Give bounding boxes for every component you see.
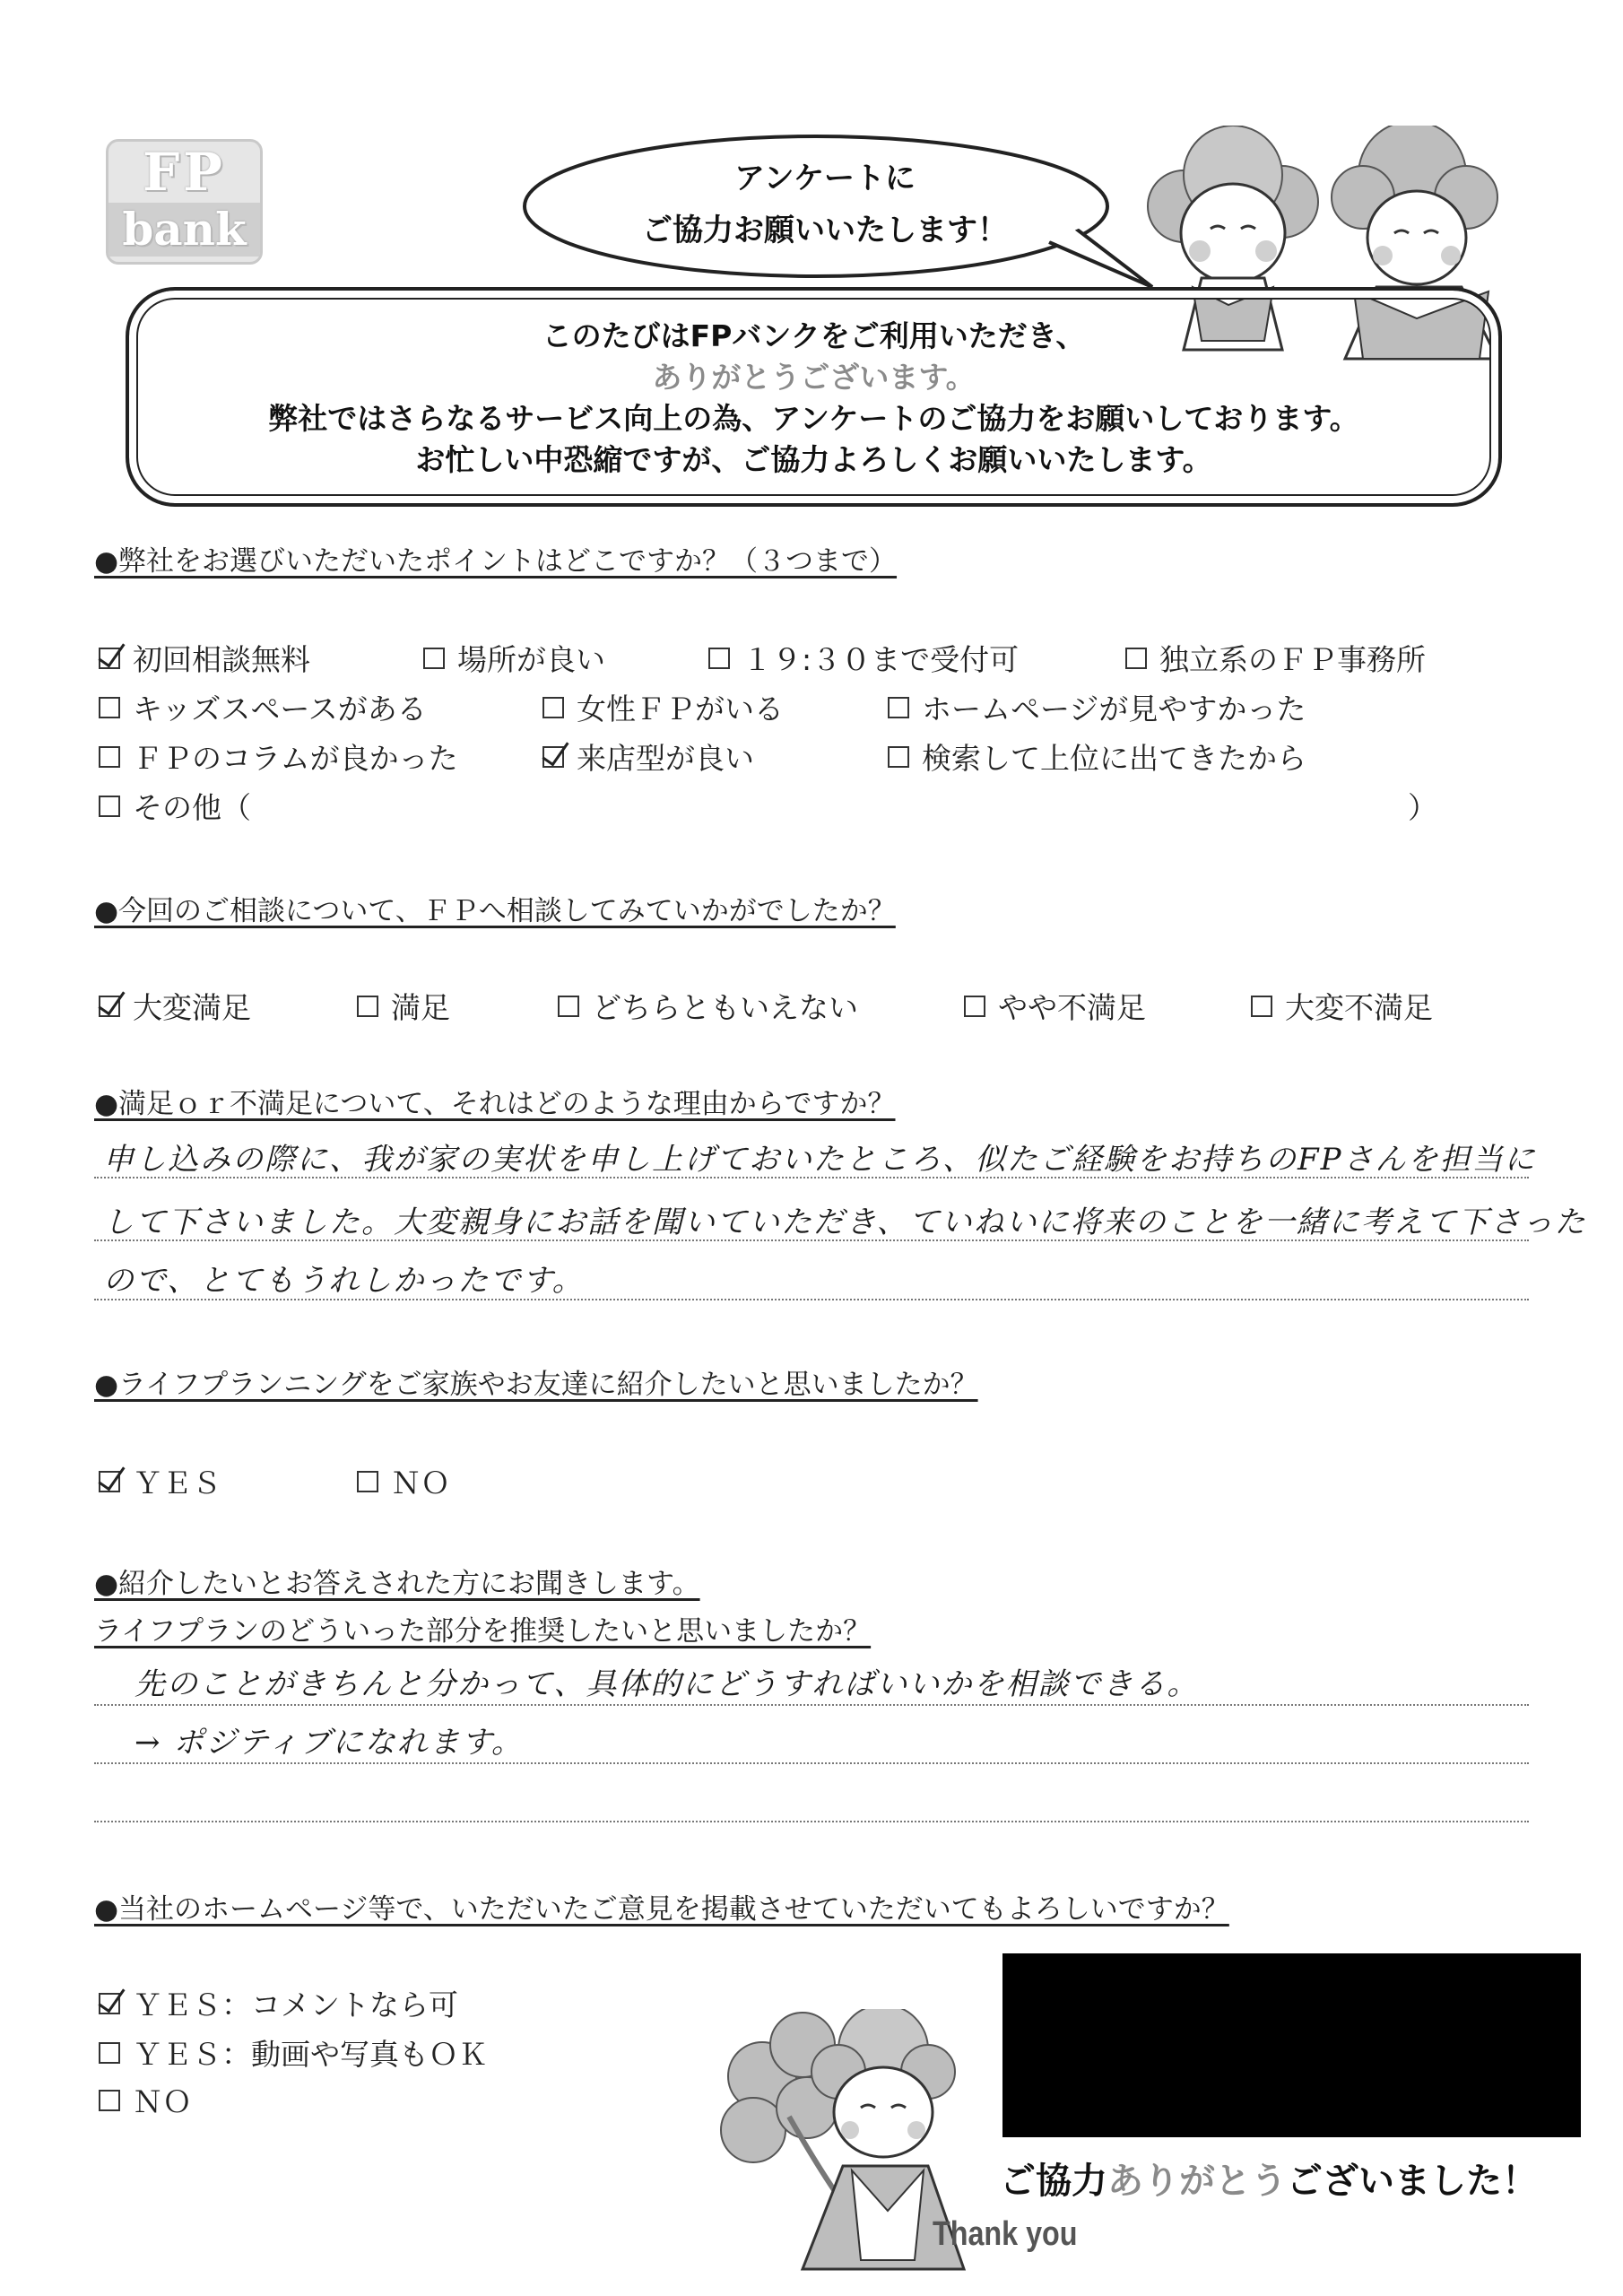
checkbox[interactable] bbox=[99, 2042, 120, 2064]
thank-you-text: Thank you bbox=[933, 2215, 1078, 2253]
intro-line4: お忙しい中恐縮ですが、ご協力よろしくお願いいたします。 bbox=[415, 442, 1212, 477]
q1-option-visit-store[interactable] bbox=[542, 735, 754, 778]
checkbox[interactable] bbox=[542, 697, 564, 718]
q3-answer-line2[interactable]: して下さいました。大変親身にお話を聞いていただき、ていねいに将来のことを一緒に考えて下さった bbox=[103, 1205, 1587, 1240]
checkbox[interactable] bbox=[357, 996, 378, 1017]
checkbox[interactable] bbox=[99, 796, 120, 817]
bubble-line1: アンケートに bbox=[734, 161, 916, 196]
answer-dotted-line bbox=[94, 1299, 1529, 1300]
checkbox[interactable] bbox=[964, 996, 985, 1017]
intro-line2: ありがとうございます。 bbox=[652, 360, 976, 395]
q2-option-very-dissatisfied[interactable] bbox=[1251, 985, 1433, 1027]
q2-option-neutral[interactable] bbox=[558, 985, 858, 1027]
option-label: その他（ bbox=[133, 790, 251, 825]
q1-option-open-late[interactable] bbox=[708, 637, 1019, 679]
option-label: やや不満足 bbox=[998, 990, 1146, 1025]
thanks-part2: ありがとう bbox=[1107, 2161, 1287, 2202]
option-label: 場所が良い bbox=[457, 642, 605, 677]
option-label: ＹＥＳ：動画や写真もＯＫ bbox=[133, 2037, 488, 2072]
option-label: ＮＯ bbox=[391, 1465, 450, 1500]
option-label: 大変満足 bbox=[133, 990, 251, 1025]
question-satisfaction: ●今回のご相談について、ＦＰへ相談してみていかがでしたか？ bbox=[94, 895, 896, 927]
option-label: ＹＥＳ bbox=[133, 1465, 221, 1500]
checkbox[interactable] bbox=[99, 2090, 120, 2111]
bubble-text bbox=[538, 152, 1112, 257]
checkbox-checked[interactable] bbox=[99, 1471, 120, 1492]
q1-option-website[interactable] bbox=[888, 686, 1306, 728]
q4-option-no[interactable] bbox=[357, 1460, 450, 1502]
checkbox[interactable] bbox=[423, 648, 445, 669]
option-label: 満足 bbox=[391, 990, 450, 1025]
answer-dotted-line bbox=[94, 1762, 1529, 1764]
checkbox-checked[interactable] bbox=[542, 746, 564, 768]
option-label: １９:３０まで受付可 bbox=[742, 642, 1020, 677]
q6-option-no[interactable] bbox=[99, 2079, 192, 2121]
q2-option-very-satisfied[interactable] bbox=[99, 985, 251, 1027]
checkbox[interactable] bbox=[888, 746, 909, 768]
option-label: 来店型が良い bbox=[577, 741, 754, 776]
checkbox-checked[interactable] bbox=[99, 648, 120, 669]
answer-dotted-line bbox=[94, 1177, 1529, 1178]
q3-answer-line1[interactable]: 申し込みの際に、我が家の実状を申し上げておいたところ、似たご経験をお持ちのFPさんを担当に bbox=[103, 1142, 1537, 1178]
option-label: 検索して上位に出てきたから bbox=[922, 741, 1306, 776]
answer-dotted-line bbox=[94, 1821, 1529, 1822]
q1-other-close-paren: ） bbox=[1408, 790, 1437, 825]
answer-dotted-line bbox=[94, 1704, 1529, 1706]
option-label: どちらともいえない bbox=[592, 990, 858, 1025]
option-label: キッズスペースがある bbox=[133, 691, 427, 726]
question-selection-reasons: ●弊社をお選びいただいたポイントはどこですか？（３つまで） bbox=[94, 545, 898, 578]
question-referral-intro: ●紹介したいとお答えされた方にお聞きします。 bbox=[94, 1568, 700, 1600]
question-reason: ●満足ｏｒ不満足について、それはどのような理由からですか？ bbox=[94, 1088, 896, 1120]
checkbox[interactable] bbox=[99, 697, 120, 718]
checkbox[interactable] bbox=[1125, 648, 1147, 669]
logo-line2: bank bbox=[108, 203, 260, 257]
q1-option-independent-fp[interactable] bbox=[1125, 637, 1426, 679]
checkbox[interactable] bbox=[888, 697, 909, 718]
option-label: ＦＰのコラムが良かった bbox=[133, 741, 458, 776]
logo-line1: FP bbox=[143, 142, 226, 203]
q6-option-video-photo-ok[interactable] bbox=[99, 2031, 488, 2074]
intro-line3: 弊社ではさらなるサービス向上の為、アンケートのご協力をお願いしております。 bbox=[268, 401, 1359, 436]
checkbox[interactable] bbox=[558, 996, 579, 1017]
q1-option-other[interactable] bbox=[99, 785, 251, 827]
intro-line1: このたびはFPバンクをご利用いただき、 bbox=[542, 318, 1086, 353]
q1-option-kids-space[interactable] bbox=[99, 686, 427, 728]
q2-option-somewhat-dissatisfied[interactable] bbox=[964, 985, 1146, 1027]
intro-text bbox=[126, 316, 1502, 481]
checkbox[interactable] bbox=[99, 746, 120, 768]
q1-option-good-location[interactable] bbox=[423, 637, 605, 679]
q3-answer-line3[interactable]: ので、とてもうれしかったです。 bbox=[103, 1263, 585, 1299]
option-label: 大変不満足 bbox=[1285, 990, 1433, 1025]
q1-option-female-fp[interactable] bbox=[542, 686, 784, 728]
q5-answer-line2[interactable]: → ポジティブになれます。 bbox=[135, 1725, 524, 1761]
option-label: ＮＯ bbox=[133, 2084, 192, 2119]
thanks-message bbox=[1000, 2152, 1538, 2204]
q1-option-fp-column[interactable] bbox=[99, 735, 458, 778]
q2-option-satisfied[interactable] bbox=[357, 985, 450, 1027]
q6-option-comment-ok[interactable] bbox=[99, 1982, 458, 2024]
bubble-line2: ご協力お願いいたします！ bbox=[642, 213, 1008, 248]
option-label: 女性ＦＰがいる bbox=[577, 691, 784, 726]
option-label: ホームページが見やすかった bbox=[922, 691, 1306, 726]
thanks-part1: ご協力 bbox=[1000, 2161, 1107, 2202]
checkbox[interactable] bbox=[708, 648, 730, 669]
option-label: 初回相談無料 bbox=[133, 642, 310, 677]
thanks-part3: ございました！ bbox=[1287, 2161, 1538, 2202]
question-recommend-part: ライフプランのどういった部分を推奨したいと思いましたか？ bbox=[94, 1615, 872, 1648]
q1-option-search-rank[interactable] bbox=[888, 735, 1306, 778]
question-recommend: ●ライフプランニングをご家族やお友達に紹介したいと思いましたか？ bbox=[94, 1369, 978, 1401]
option-label: 独立系のＦＰ事務所 bbox=[1159, 642, 1426, 677]
checkbox[interactable] bbox=[357, 1471, 378, 1492]
option-label: ＹＥＳ：コメントなら可 bbox=[133, 1987, 458, 2022]
answer-dotted-line bbox=[94, 1239, 1529, 1241]
fp-bank-logo bbox=[106, 139, 263, 265]
question-publish-permission: ●当社のホームページ等で、いただいたご意見を掲載させていただいてもよろしいですか？ bbox=[94, 1893, 1229, 1926]
redacted-area bbox=[1002, 1953, 1581, 2137]
q4-option-yes[interactable] bbox=[99, 1460, 221, 1502]
checkbox[interactable] bbox=[1251, 996, 1272, 1017]
checkbox-checked[interactable] bbox=[99, 996, 120, 1017]
q5-answer-line1[interactable]: 先のことがきちんと分かって、具体的にどうすればいいかを相談できる。 bbox=[135, 1666, 1200, 1702]
checkbox-checked[interactable] bbox=[99, 1993, 120, 2014]
q1-option-free-consult[interactable] bbox=[99, 637, 310, 679]
